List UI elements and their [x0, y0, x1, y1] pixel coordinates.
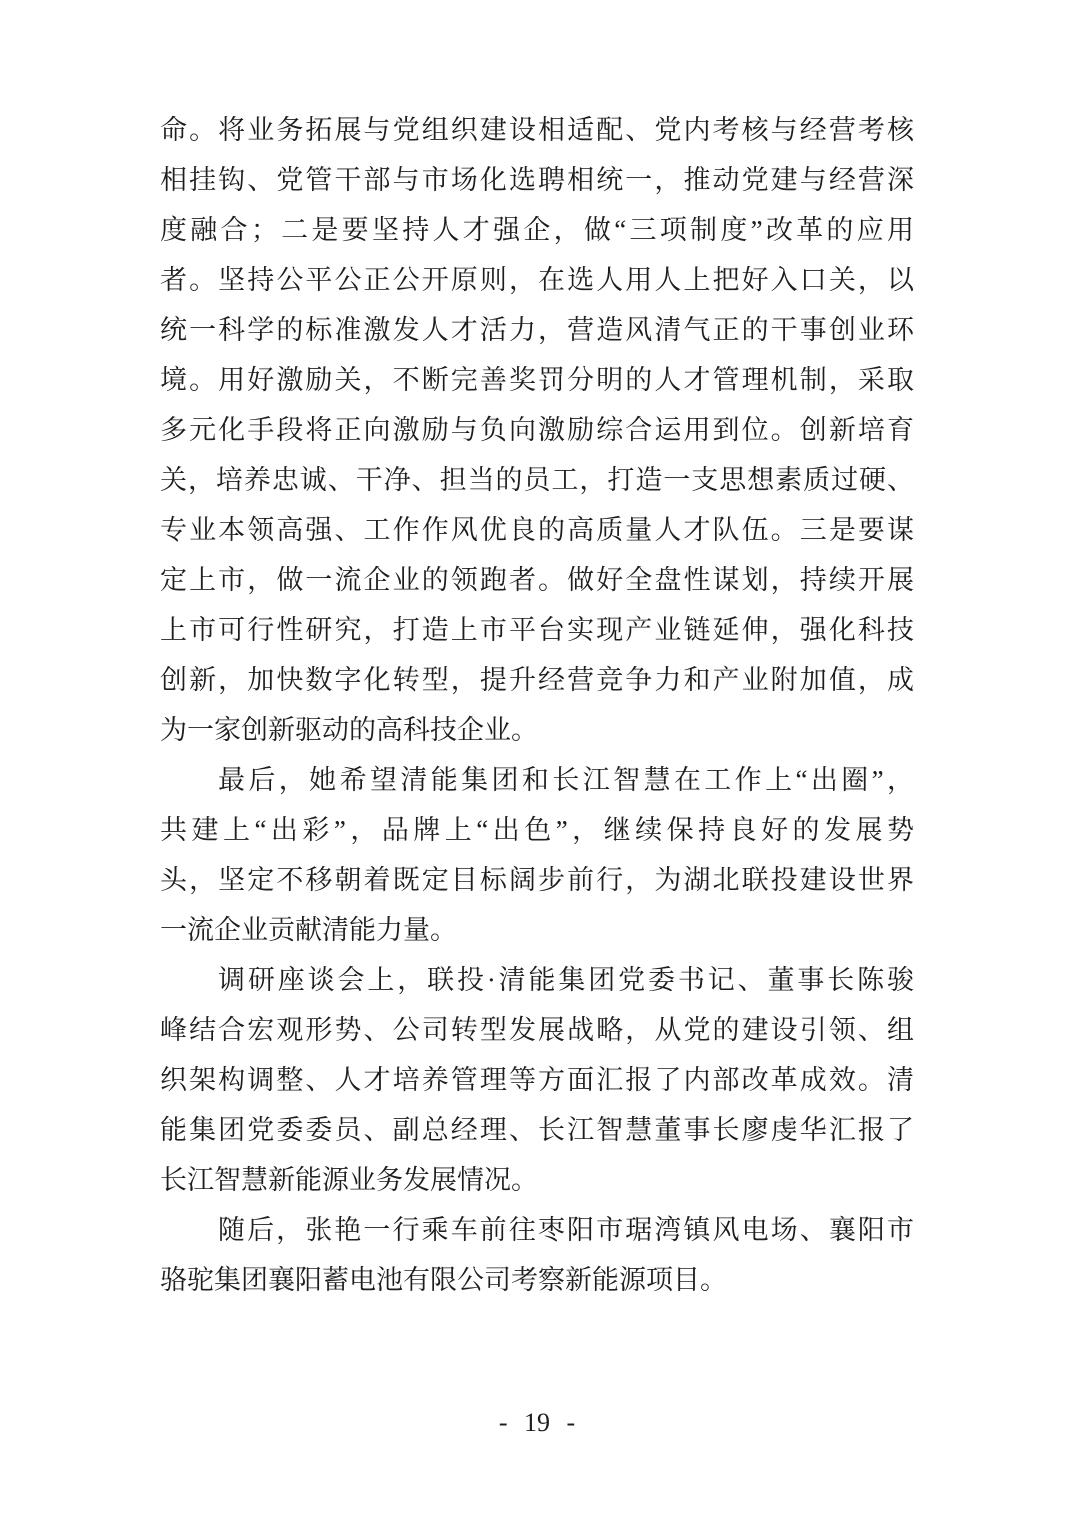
text-line: 长江智慧新能源业务发展情况。	[160, 1165, 538, 1195]
text-line: 多元化手段将正向激励与负向激励综合运用到位。创新培育	[160, 415, 914, 445]
text-line: 上市可行性研究，打造上市平台实现产业链延伸，强化科技	[160, 615, 914, 645]
text-line: 相挂钩、党管干部与市场化选聘相统一，推动党建与经营深	[160, 165, 914, 195]
text-line: 调研座谈会上，联投·清能集团党委书记、董事长陈骏	[218, 965, 914, 995]
text-line: 度融合；二是要坚持人才强企，做“三项制度”改革的应用	[160, 215, 914, 245]
text-line: 峰结合宏观形势、公司转型发展战略，从党的建设引领、组	[160, 1015, 914, 1045]
text-line: 境。用好激励关，不断完善奖罚分明的人才管理机制，采取	[160, 365, 914, 395]
text-line: 一流企业贡献清能力量。	[160, 915, 457, 945]
page-footer	[0, 1398, 1074, 1448]
text-line: 者。坚持公平公正公开原则，在选人用人上把好入口关，以	[160, 265, 914, 295]
text-line: 关，培养忠诚、干净、担当的员工，打造一支思想素质过硬、	[160, 465, 914, 495]
text-line: 统一科学的标准激发人才活力，营造风清气正的干事创业环	[160, 315, 914, 345]
text-line: 随后，张艳一行乘车前往枣阳市琚湾镇风电场、襄阳市	[218, 1215, 914, 1245]
text-line: 头，坚定不移朝着既定目标阔步前行，为湖北联投建设世界	[160, 865, 914, 895]
text-line: 命。将业务拓展与党组织建设相适配、党内考核与经营考核	[160, 115, 914, 145]
text-line: 织架构调整、人才培养管理等方面汇报了内部改革成效。清	[160, 1065, 914, 1095]
document-body	[160, 105, 914, 1305]
text-line: 共建上“出彩”，品牌上“出色”，继续保持良好的发展势	[160, 815, 914, 845]
text-line: 最后，她希望清能集团和长江智慧在工作上“出圈”，	[218, 765, 914, 795]
text-line: 创新，加快数字化转型，提升经营竞争力和产业附加值，成	[160, 665, 914, 695]
text-line: 定上市，做一流企业的领跑者。做好全盘性谋划，持续开展	[160, 565, 914, 595]
text-line: 能集团党委委员、副总经理、长江智慧董事长廖虔华汇报了	[160, 1115, 914, 1145]
page-number: - 19 -	[498, 1408, 576, 1437]
text-line: 骆驼集团襄阳蓄电池有限公司考察新能源项目。	[160, 1265, 727, 1295]
text-line: 为一家创新驱动的高科技企业。	[160, 715, 538, 745]
text-line: 专业本领高强、工作作风优良的高质量人才队伍。三是要谋	[160, 515, 914, 545]
